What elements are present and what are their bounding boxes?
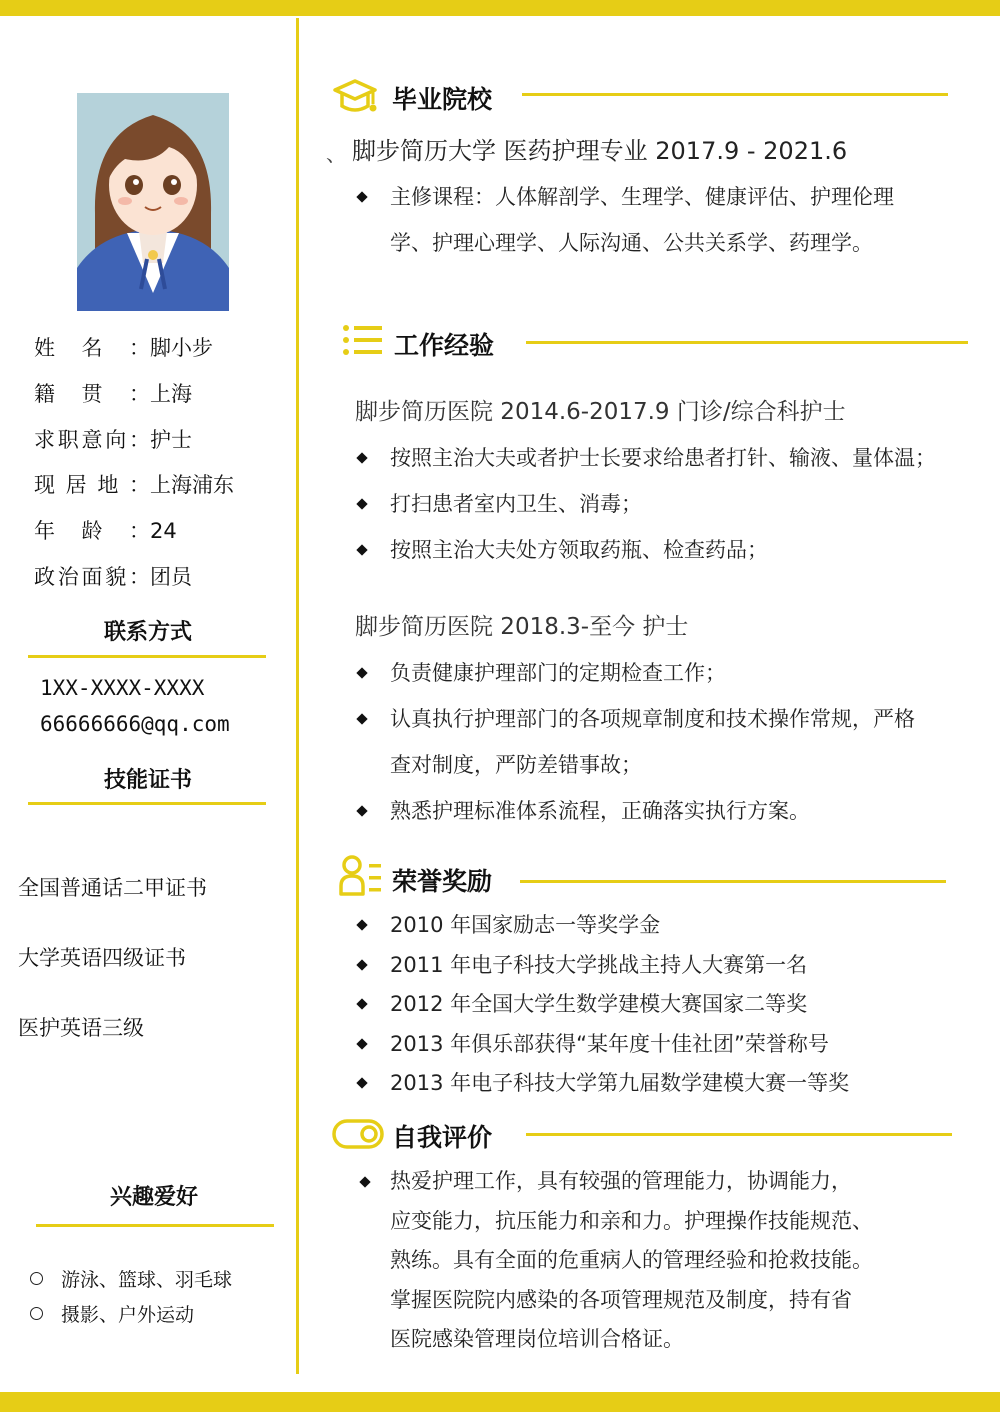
work-heading-line (526, 341, 968, 344)
job-bullet: 认真执行护理部门的各项规章制度和技术操作常规，严格 查对制度，严防差错事故； (358, 696, 978, 788)
circle-bullet-icon (30, 1307, 43, 1320)
diamond-bullet-icon (356, 1077, 367, 1088)
profile-row-residence: 现居地：上海浦东 (34, 473, 234, 497)
column-divider (296, 18, 299, 1374)
self-eval-heading-line (526, 1133, 952, 1136)
user-badge-icon (338, 854, 384, 894)
school-title: 脚步简历大学 医药护理专业 2017.9 - 2021.6 (352, 137, 848, 165)
diamond-bullet-icon (356, 498, 367, 509)
diamond-bullet-icon (356, 919, 367, 930)
job-title: 脚步简历医院 2014.6-2017.9 门诊/综合科护士 (355, 399, 846, 425)
job-bullet: 熟悉护理标准体系流程，正确落实执行方案。 (358, 788, 978, 834)
honor-item: 2010 年国家励志一等奖学金 (358, 905, 660, 945)
job-bullet: 按照主治大夫或者护士长要求给患者打针、输液、量体温； (358, 435, 978, 481)
profile-row-age: 年龄：24 (34, 519, 177, 543)
skill-item: 大学英语四级证书 (18, 946, 186, 970)
contact-heading: 联系方式 (103, 620, 192, 645)
skills-heading: 技能证书 (103, 768, 192, 793)
top-accent-bar (0, 0, 1000, 16)
diamond-bullet-icon (359, 1176, 370, 1187)
skill-item: 医护英语三级 (18, 1016, 144, 1040)
contact-underline (28, 655, 266, 658)
hobbies-heading: 兴趣爱好 (109, 1185, 198, 1210)
profile-row-name: 姓名：脚小步 (34, 336, 213, 360)
bottom-accent-bar (0, 1392, 1000, 1412)
work-heading: 工作经验 (394, 331, 495, 360)
job-bullet: 按照主治大夫处方领取药瓶、检查药品； (358, 527, 978, 573)
diamond-bullet-icon (356, 191, 367, 202)
job-title: 脚步简历医院 2018.3-至今 护士 (355, 614, 689, 640)
honors-heading-line (520, 880, 946, 883)
graduation-cap-icon (332, 74, 378, 114)
circle-bullet-icon (30, 1272, 43, 1285)
course-bullet: 主修课程：人体解剖学、生理学、健康评估、护理伦理 学、护理心理学、人际沟通、公共关系学、药理学。 (358, 174, 958, 266)
self-eval-heading: 自我评价 (392, 1123, 493, 1152)
hobbies-underline (36, 1224, 274, 1227)
honor-item: 2012 年全国大学生数学建模大赛国家二等奖 (358, 984, 807, 1024)
contact-email: 66666666@qq.com (40, 712, 230, 736)
profile-row-job-intention: 求职意向：护士 (34, 428, 192, 452)
job-bullet: 打扫患者室内卫生、消毒； (358, 481, 978, 527)
honors-heading: 荣誉奖励 (392, 867, 493, 896)
honor-item: 2013 年俱乐部获得“某年度十佳社团”荣誉称号 (358, 1024, 829, 1064)
education-heading-line (522, 93, 948, 96)
school-mark: 、 (326, 142, 346, 166)
profile-row-political-status: 政治面貌：团员 (34, 565, 192, 589)
avatar-illustration (77, 93, 229, 311)
list-icon (340, 322, 386, 362)
diamond-bullet-icon (356, 998, 367, 1009)
skills-underline (28, 802, 266, 805)
education-heading: 毕业院校 (392, 85, 493, 114)
job-bullet: 负责健康护理部门的定期检查工作； (358, 650, 978, 696)
diamond-bullet-icon (356, 959, 367, 970)
skill-item: 全国普通话二甲证书 (18, 876, 207, 900)
contact-phone: 1XX-XXXX-XXXX (40, 676, 205, 700)
honor-item: 2013 年电子科技大学第九届数学建模大赛一等奖 (358, 1063, 849, 1103)
toggle-icon (332, 1114, 378, 1154)
diamond-bullet-icon (356, 1038, 367, 1049)
hobby-item: 游泳、篮球、羽毛球 (30, 1265, 232, 1292)
profile-row-native-place: 籍贯：上海 (34, 382, 192, 406)
honor-item: 2011 年电子科技大学挑战主持人大赛第一名 (358, 945, 807, 985)
profile-photo (77, 93, 229, 311)
self-eval-text: 热爱护理工作，具有较强的管理能力，协调能力， 应变能力，抗压能力和亲和力。护理操作技能规范、 熟练。具有全面的危重病人的管理经验和抢救技能。 掌握医院院内感染的各项管理规范及制度，持有省 医院感染管理岗位培训合格证。 (390, 1169, 873, 1351)
diamond-bullet-icon (356, 544, 367, 555)
diamond-bullet-icon (356, 452, 367, 463)
diamond-bullet-icon (356, 667, 367, 678)
diamond-bullet-icon (356, 805, 367, 816)
diamond-bullet-icon (356, 713, 367, 724)
hobby-item: 摄影、户外运动 (30, 1300, 194, 1327)
